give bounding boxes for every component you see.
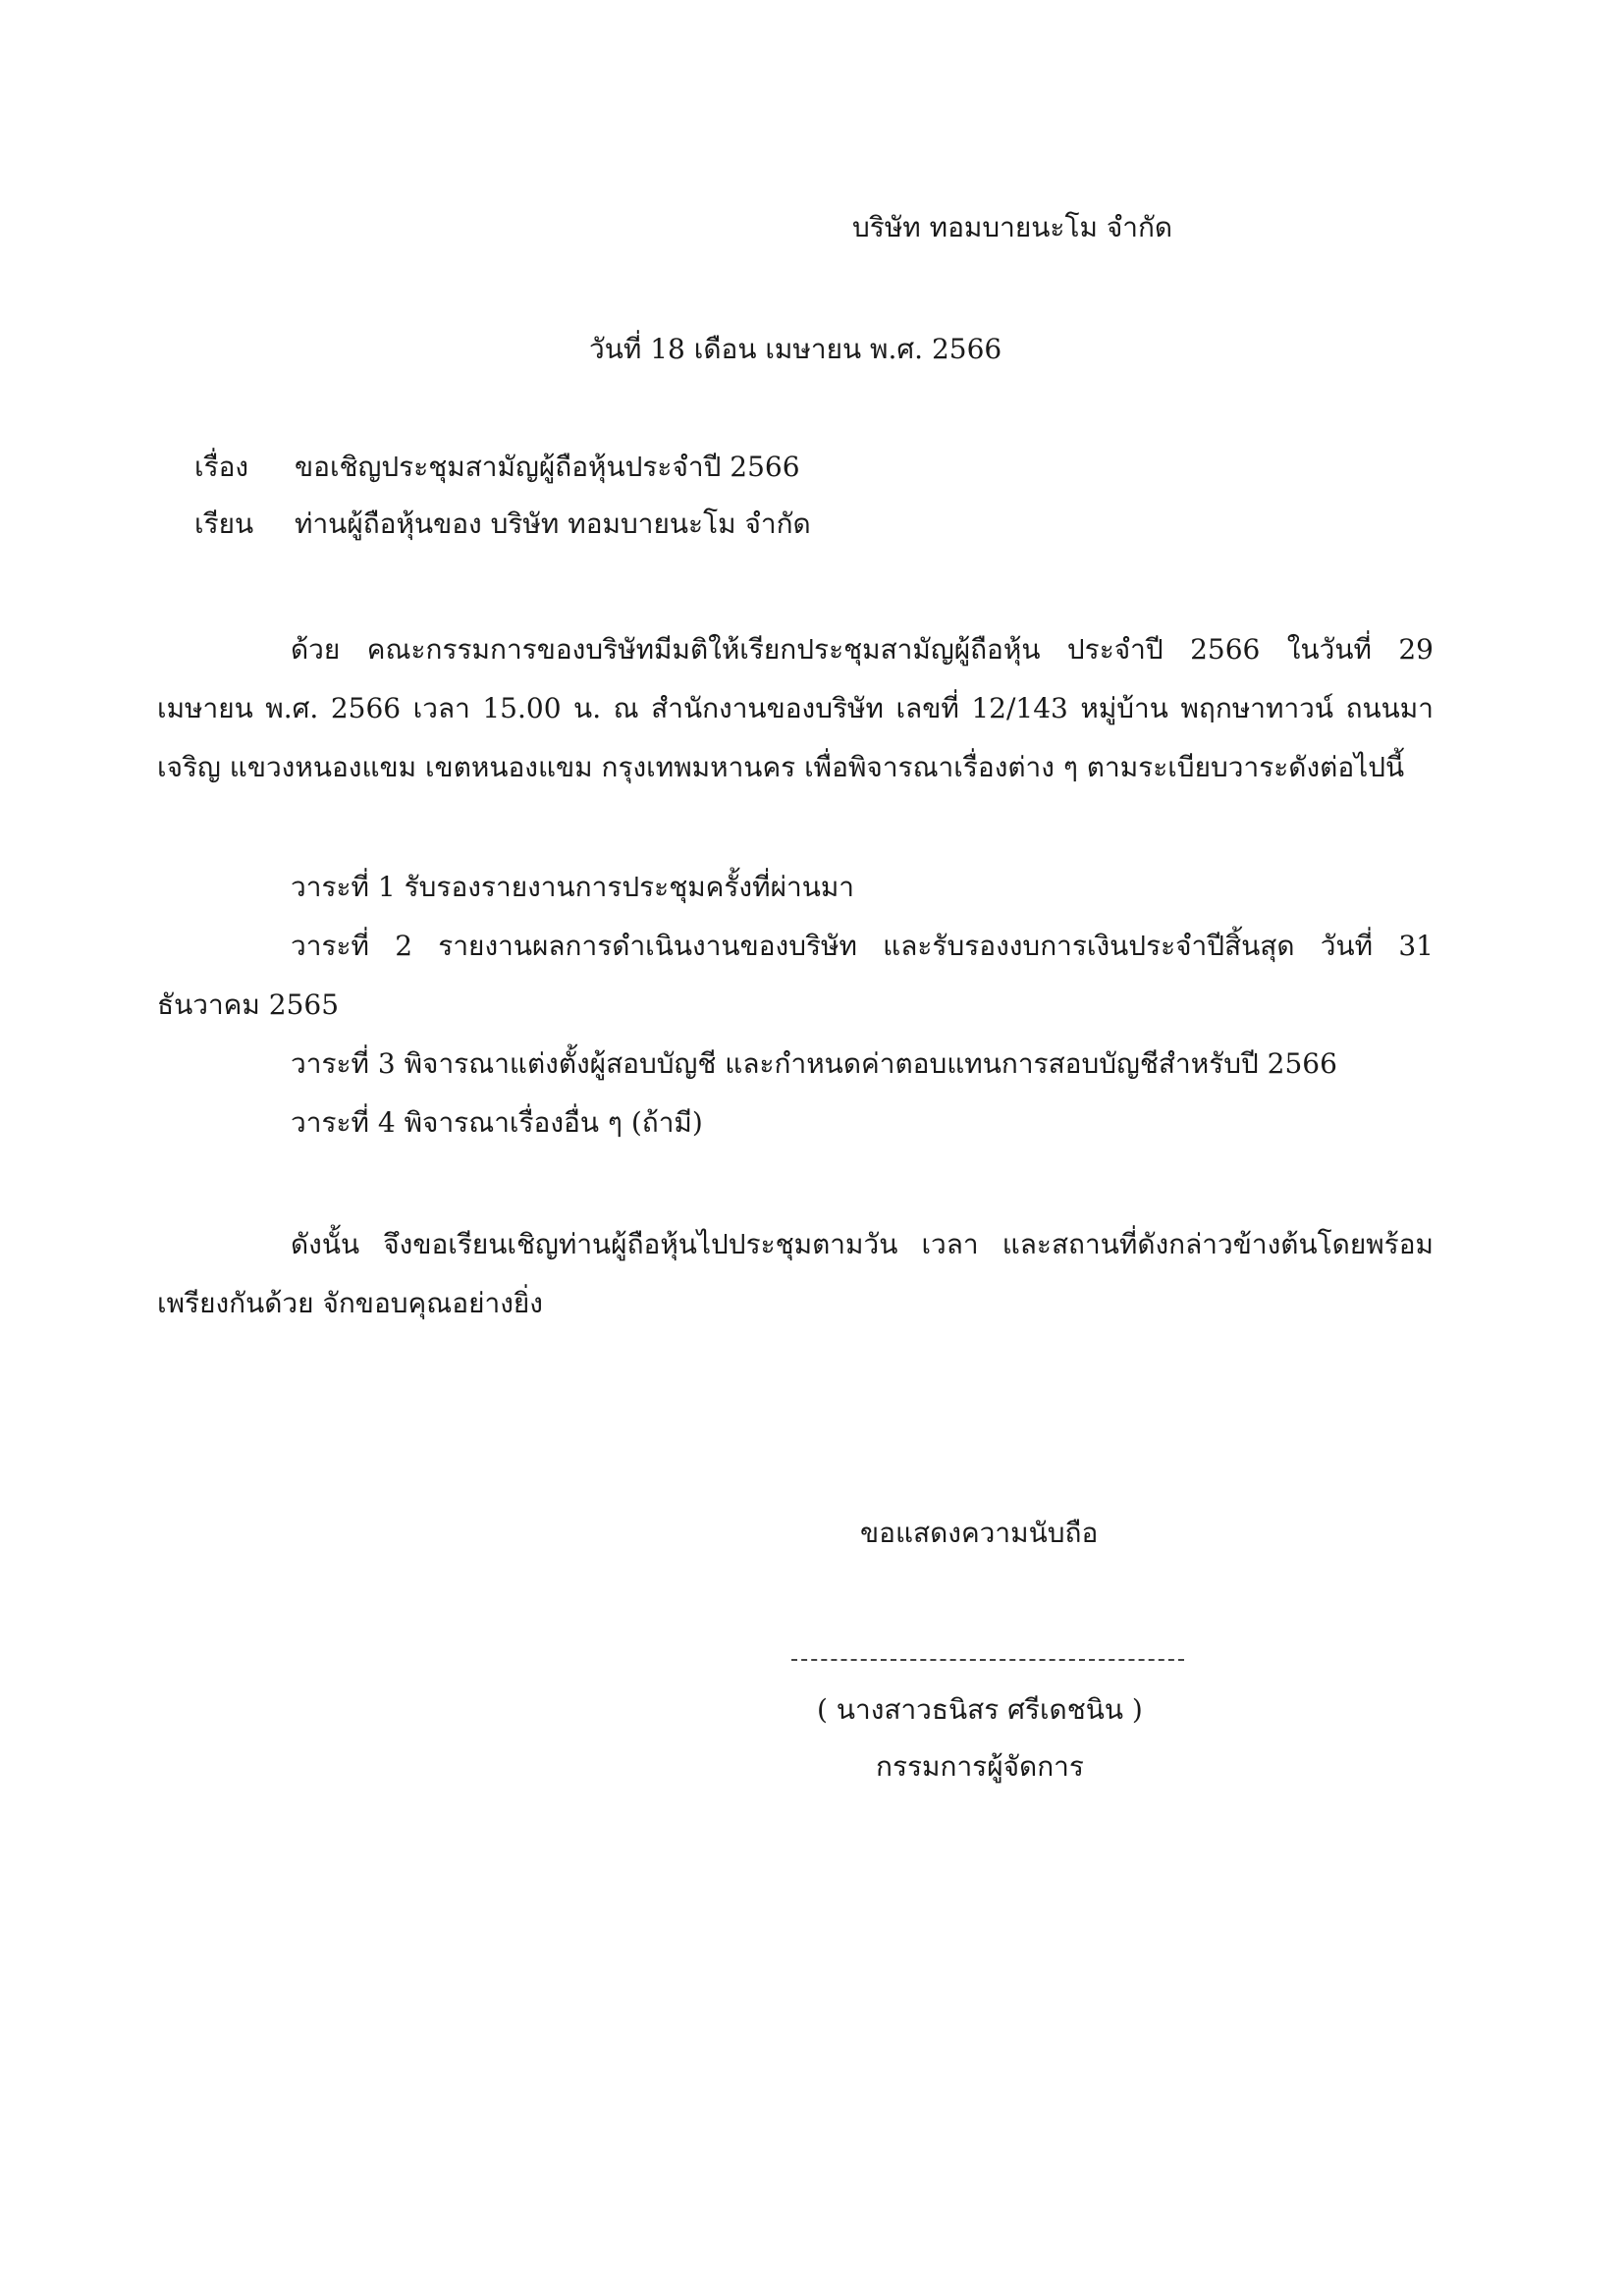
agenda-item-3: วาระที่ 3 พิจารณาแต่งตั้งผู้สอบบัญชี และกำหนดค่าตอบแทนการสอบบัญชีสำหรับปี 2566	[291, 1047, 1337, 1080]
signature-line	[791, 1659, 1184, 1661]
recipient-text: ท่านผู้ถือหุ้นของ บริษัท ทอมบายนะโม จำกัด	[295, 507, 811, 540]
subject-label: เรื่อง	[194, 451, 249, 483]
agenda-item-1: วาระที่ 1 รับรองรายงานการประชุมครั้งที่ผ่านมา	[291, 871, 855, 903]
signer-title: กรรมการผู้จัดการ	[876, 1750, 1084, 1783]
subject-text: ขอเชิญประชุมสามัญผู้ถือหุ้นประจำปี 2566	[295, 451, 800, 483]
intro-paragraph: ด้วย คณะกรรมการของบริษัทมีมติให้เรียกประชุมสามัญผู้ถือหุ้น ประจำปี 2566 ในวันที่ 29 เมษายน พ.ศ. 2566 เวลา 15.00 น. ณ สำนักงานของบริษัท เลขที่ 12/143 หมู่บ้าน พฤกษาทาวน์ ถนนมาเจริญ แขวงหนองแขม เขตหนองแขม กรุงเทพมหานคร เพื่อพิจารณาเรื่องต่าง ๆ ตามระเบียบวาระดังต่อไปนี้	[157, 633, 1434, 783]
closing-salutation: ขอแสดงความนับถือ	[860, 1517, 1099, 1549]
agenda-item-4: วาระที่ 4 พิจารณาเรื่องอื่น ๆ (ถ้ามี)	[291, 1106, 703, 1139]
closing-paragraph: ดังนั้น จึงขอเรียนเชิญท่านผู้ถือหุ้นไปประชุมตามวัน เวลา และสถานที่ดังกล่าวข้างต้นโดยพร้อมเพรียงกันด้วย จักขอบคุณอย่างยิ่ง	[157, 1228, 1434, 1319]
agenda-item-2: วาระที่ 2 รายงานผลการดำเนินงานของบริษัท และรับรองงบการเงินประจำปีสิ้นสุด วันที่ 31 ธันวาคม 2565	[157, 930, 1434, 1021]
date-line: วันที่ 18 เดือน เมษายน พ.ศ. 2566	[589, 333, 1002, 365]
recipient-label: เรียน	[194, 507, 254, 540]
signer-name: ( นางสาวธนิสร ศรีเดชนิน )	[817, 1693, 1143, 1726]
company-name: บริษัท ทอมบายนะโม จำกัด	[852, 211, 1173, 243]
